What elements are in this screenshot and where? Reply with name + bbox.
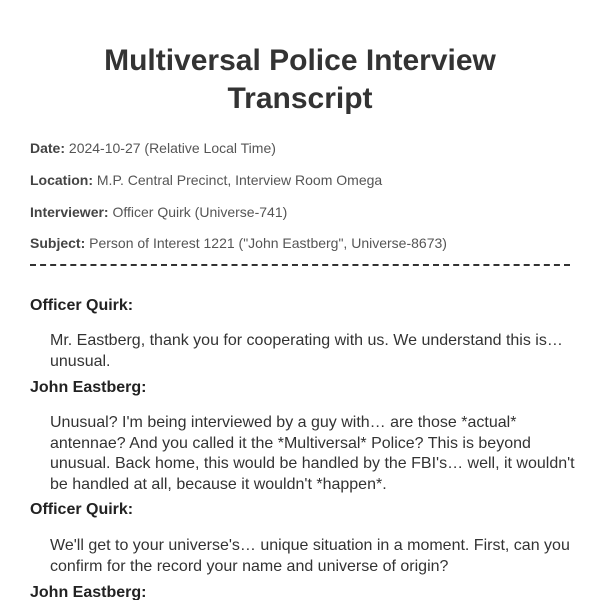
meta-date [30,139,575,157]
meta-date-label: Date: [30,140,66,156]
meta-subject-label: Subject: [30,235,86,251]
meta-interviewer-value: Officer Quirk (Universe-741) [112,204,288,220]
speaker-name: John Eastberg: [30,584,147,600]
speech-text: Mr. Eastberg, thank you for cooperating with us. We understand this is… unusual. [50,332,563,370]
meta-subject [30,234,575,252]
meta-location [30,171,575,189]
speaker-name: Officer Quirk: [30,501,134,518]
meta-location-value: M.P. Central Precinct, Interview Room Omega [96,172,383,188]
speaker-name: Officer Quirk: [30,297,134,314]
meta-location-label: Location: [30,172,93,188]
speaker-name: John Eastberg: [30,379,147,396]
meta-date-value: 2024-10-27 (Relative Local Time) [68,140,276,156]
meta-interviewer [30,203,575,221]
section-divider [30,264,570,266]
speech-text: We'll get to your universe's… unique situation in a moment. First, can you confirm for the record your name and universe of origin? [50,537,570,575]
speech-text: Unusual? I'm being interviewed by a guy with… are those *actual* antennae? And you called it the *Multiversal* Police? This is beyond unusual. Back home, this would be handled by the FBI's… well, it wouldn't be handled at all, because it wouldn't *happen*. [50,414,575,493]
document-title: Multiversal Police Interview Transcript [104,44,496,115]
meta-interviewer-label: Interviewer: [30,204,109,220]
meta-subject-value: Person of Interest 1221 ("John Eastberg", Universe-8673) [89,235,447,251]
